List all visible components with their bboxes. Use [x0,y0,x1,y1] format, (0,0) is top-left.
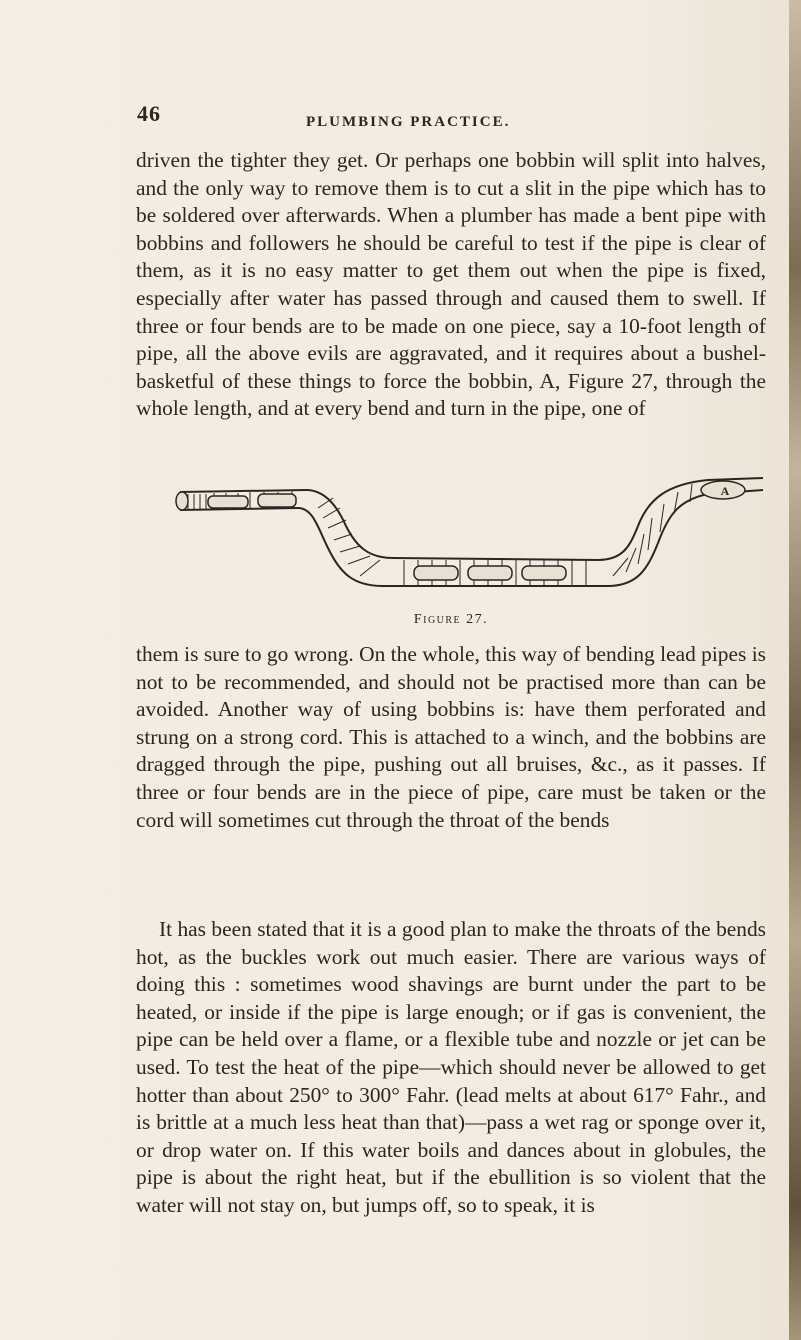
figure-caption: Figure 27. [413,612,489,627]
page-number: 46 [137,101,161,126]
bobbin-label: A [720,484,730,498]
paragraph-1: driven the tighter they get. Or perhaps one bobbin will split into halves, and the only way to remove them is to cut a slit in the pipe which has to be soldered over afterwards. When a plumber has made a bent pipe with bobbins and followers he should be careful to test if the pipe is clear of them, as it is no easy matter to get them out when the pipe is fixed, especially after water has passed through and caused them to swell. If three or four bends are to be made on one piece, say a 10-foot length of pipe, all the above evils are aggravated, and it requires about a bushel-basketful of these things to force the bobbin, A, Figure 27, through the whole length, and at every bend and turn in the pipe, one of [136,148,766,421]
bent-pipe-figure [168,468,768,604]
running-head: PLUMBING PRACTICE. [306,114,511,130]
page-edge [789,0,801,1340]
paragraph-3: It has been stated that it is a good plan to make the throats of the bends hot, as the buckles work out much easier. There are various ways of doing this : sometimes wood shavings are burnt under the part to be heated, or inside if the pipe is large enough; or if gas is convenient, the pipe can be held over a flame, or a flexible tube and nozzle or jet can be used. To test the heat of the pipe—which should never be allowed to get hotter than about 250° to 300° Fahr. (lead melts at about 617° Fahr., and is brittle at a much less heat than that)—pass a wet rag or sponge over it, or drop water on. If this water boils and dances about in globules, the pipe is about the right heat, but if the ebullition is so violent that the water will not stay on, but jumps off, so to speak, it is [136,917,766,1217]
paragraph-2: them is sure to go wrong. On the whole, this way of bending lead pipes is not to be recommended, and should not be practised more than can be avoided. Another way of using bobbins is: have them perforated and strung on a strong cord. This is attached to a winch, and the bobbins are dragged through the pipe, pushing out all bruises, &c., as it passes. If three or four bends are in the piece of pipe, care must be taken or the cord will sometimes cut through the throat of the bends [136,642,766,832]
